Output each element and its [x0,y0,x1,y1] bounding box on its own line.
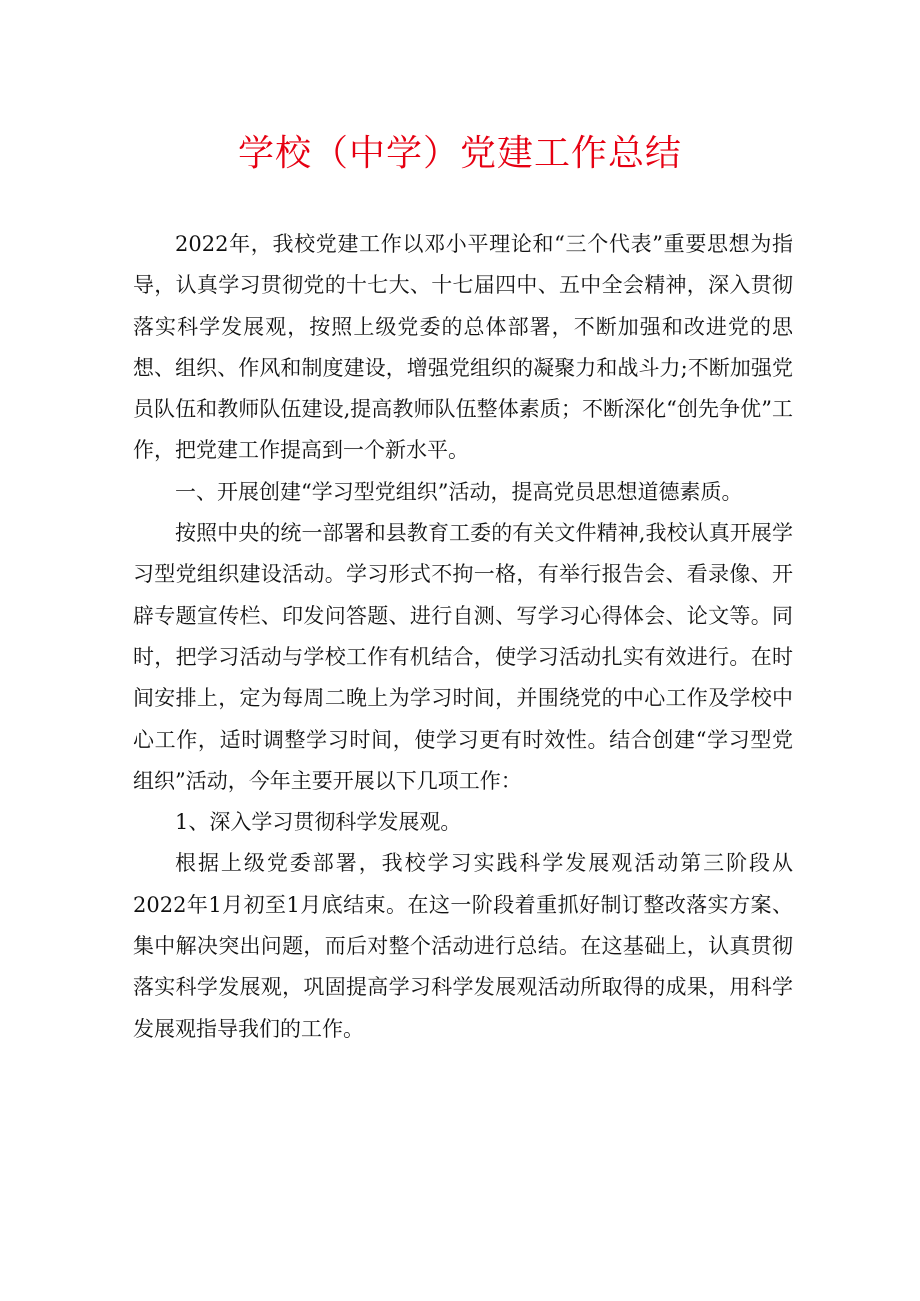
document-title: 学校（中学）党建工作总结 [237,133,682,174]
document-body [133,224,793,1050]
subheading-1: 1、深入学习贯彻科学发展观。 [175,810,462,835]
paragraph-learning-organization: 按照中央的统一部署和县教育工委的有关文件精神,我校认真开展学习型党组织建设活动。学习形式不拘一格，有举行报告会、看录像、开辟专题宣传栏、印发问答题、进行自测、写学习心得体会、论文等。同时，把学习活动与学校工作有机结合，使学习活动扎实有效进行。在时间安排上，定为每周二晚上为学习时间，并围绕党的中心工作及学校中心工作，适时调整学习时间，使学习更有时效性。结合创建“学习型党组织”活动，今年主要开展以下几项工作： [133,521,793,793]
paragraph-intro: 2022年，我校党建工作以邓小平理论和“三个代表”重要思想为指导，认真学习贯彻党的十七大、十七届四中、五中全会精神，深入贯彻落实科学发展观，按照上级党委的总体部署，不断加强和改进党的思想、组织、作风和制度建设，增强党组织的凝聚力和战斗力;不断加强党员队伍和教师队伍建设,提高教师队伍整体素质；不断深化“创先争优”工作，把党建工作提高到一个新水平。 [133,232,793,463]
section-heading-1: 一、开展创建“学习型党组织”活动，提高党员思想道德素质。 [175,479,743,504]
paragraph-scientific-development: 根据上级党委部署，我校学习实践科学发展观活动第三阶段从2022年1月初至1月底结束。在这一阶段着重抓好制订整改落实方案、集中解决突出问题，而后对整个活动进行总结。在这基础上，认真贯彻落实科学发展观，巩固提高学习科学发展观活动所取得的成果，用科学发展观指导我们的工作。 [133,851,793,1041]
